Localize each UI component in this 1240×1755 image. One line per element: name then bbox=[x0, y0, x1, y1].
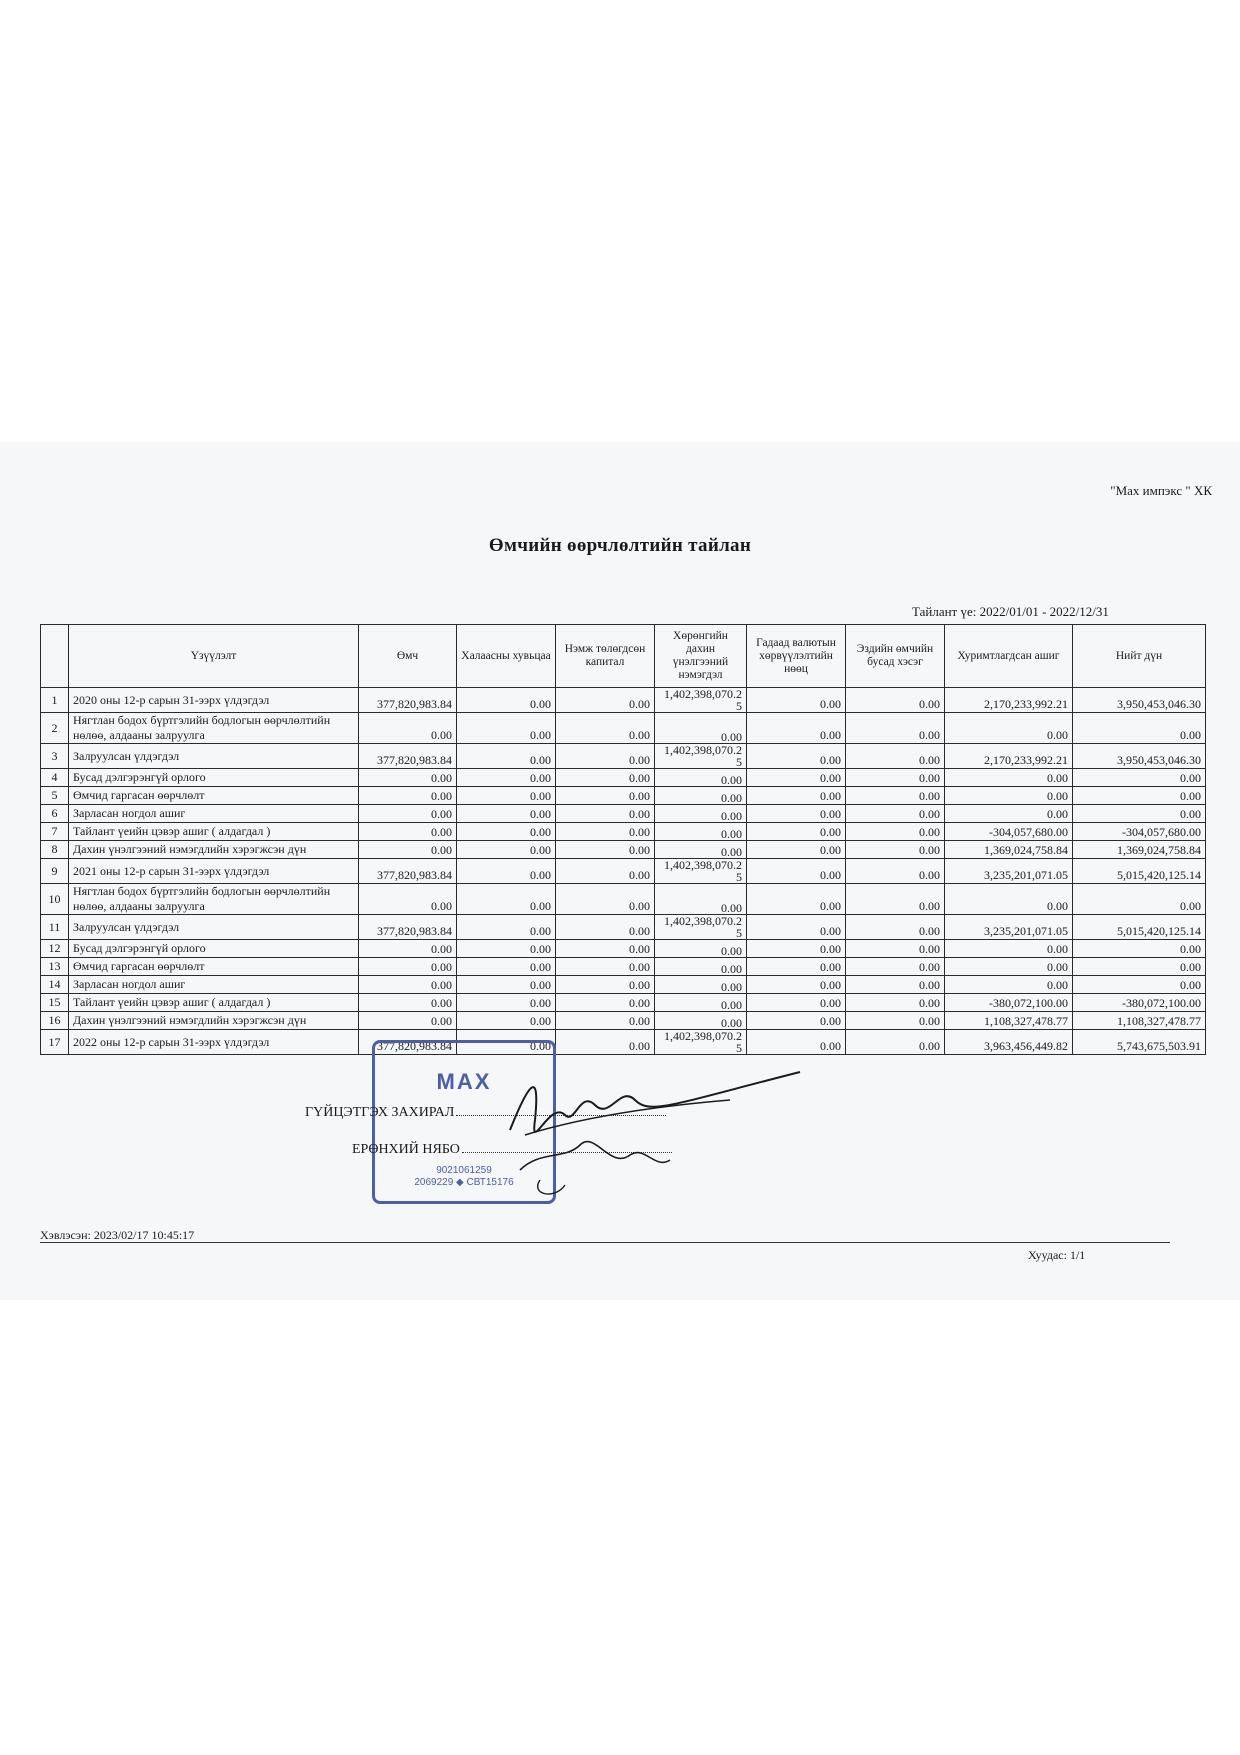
row-number: 4 bbox=[41, 769, 69, 787]
cell-value: 0.00 bbox=[556, 976, 655, 994]
table-row bbox=[41, 823, 1206, 841]
cell-value: 0.00 bbox=[556, 841, 655, 859]
cell-value: 0.00 bbox=[747, 787, 846, 805]
cell-value: 0.00 bbox=[846, 976, 945, 994]
cell-value: 0.00 bbox=[747, 823, 846, 841]
cell-value: 0.00 bbox=[457, 688, 556, 713]
cell-value: 0.00 bbox=[457, 1012, 556, 1030]
row-label: Өмчид гаргасан өөрчлөлт bbox=[69, 958, 359, 976]
cell-value: 0.00 bbox=[846, 769, 945, 787]
cell-value: 0.00 bbox=[846, 958, 945, 976]
cell-value: 1,402,398,070.25 bbox=[655, 688, 747, 713]
cell-value: 0.00 bbox=[655, 769, 747, 787]
seal-registration: 9021061259 2069229 ◆ СВТ15176 bbox=[414, 1165, 514, 1188]
cell-value: 0.00 bbox=[457, 805, 556, 823]
cell-value: 0.00 bbox=[747, 713, 846, 744]
cell-value: 0.00 bbox=[655, 841, 747, 859]
cell-value: 0.00 bbox=[556, 915, 655, 940]
table-row bbox=[41, 940, 1206, 958]
cell-value: 1,108,327,478.77 bbox=[1073, 1012, 1206, 1030]
row-number: 17 bbox=[41, 1030, 69, 1055]
cell-value: 0.00 bbox=[655, 713, 747, 744]
report-title: Өмчийн өөрчлөлтийн тайлан bbox=[488, 535, 752, 556]
cell-value: 0.00 bbox=[556, 713, 655, 744]
cell-value: 0.00 bbox=[747, 769, 846, 787]
cell-value: 0.00 bbox=[556, 859, 655, 884]
table-row bbox=[41, 976, 1206, 994]
cell-value: 0.00 bbox=[359, 976, 457, 994]
cell-value: 3,963,456,449.82 bbox=[945, 1030, 1073, 1055]
row-label: Бусад дэлгэрэнгүй орлого bbox=[69, 769, 359, 787]
cell-value: 0.00 bbox=[457, 884, 556, 915]
cell-value: 0.00 bbox=[457, 841, 556, 859]
cell-value: 1,402,398,070.25 bbox=[655, 915, 747, 940]
equity-changes-table bbox=[40, 624, 1206, 1055]
row-number: 11 bbox=[41, 915, 69, 940]
cell-value: 3,235,201,071.05 bbox=[945, 915, 1073, 940]
cell-value: 0.00 bbox=[457, 958, 556, 976]
row-label: 2022 оны 12-р сарын 31-ээрх үлдэгдэл bbox=[69, 1030, 359, 1055]
cell-value: 0.00 bbox=[655, 787, 747, 805]
cell-value: 1,369,024,758.84 bbox=[1073, 841, 1206, 859]
cell-value: 0.00 bbox=[1073, 769, 1206, 787]
cell-value: 377,820,983.84 bbox=[359, 744, 457, 769]
cell-value: 0.00 bbox=[556, 1012, 655, 1030]
cell-value: 0.00 bbox=[846, 805, 945, 823]
cell-value: 0.00 bbox=[457, 859, 556, 884]
cell-value: 0.00 bbox=[556, 769, 655, 787]
table-row bbox=[41, 805, 1206, 823]
column-header-2: Өмч bbox=[359, 625, 457, 688]
cell-value: 0.00 bbox=[1073, 805, 1206, 823]
table-row bbox=[41, 1030, 1206, 1055]
cell-value: 0.00 bbox=[556, 688, 655, 713]
cell-value: 5,015,420,125.14 bbox=[1073, 915, 1206, 940]
cell-value: 0.00 bbox=[457, 994, 556, 1012]
table-header-row bbox=[41, 625, 1206, 688]
cell-value: 0.00 bbox=[945, 976, 1073, 994]
cell-value: 2,170,233,992.21 bbox=[945, 744, 1073, 769]
cell-value: 0.00 bbox=[747, 805, 846, 823]
printed-timestamp: Хэвлэсэн: 2023/02/17 10:45:17 bbox=[40, 1228, 195, 1242]
cell-value: 0.00 bbox=[359, 841, 457, 859]
cell-value: 0.00 bbox=[457, 769, 556, 787]
row-label: Нягтлан бодох бүртгэлийн бодлогын өөрчлөлтийн нөлөө, алдааны залруулга bbox=[69, 713, 359, 744]
column-header-6: Гадаад валютын хөрвүүлэлтийн нөөц bbox=[747, 625, 846, 688]
cell-value: 0.00 bbox=[747, 940, 846, 958]
cell-value: 1,402,398,070.25 bbox=[655, 744, 747, 769]
row-number: 15 bbox=[41, 994, 69, 1012]
row-number: 1 bbox=[41, 688, 69, 713]
cell-value: 0.00 bbox=[655, 805, 747, 823]
cell-value: 0.00 bbox=[747, 1030, 846, 1055]
row-number: 14 bbox=[41, 976, 69, 994]
row-label: Бусад дэлгэрэнгүй орлого bbox=[69, 940, 359, 958]
table-row bbox=[41, 958, 1206, 976]
table-row bbox=[41, 859, 1206, 884]
cell-value: 0.00 bbox=[655, 940, 747, 958]
table-row bbox=[41, 994, 1206, 1012]
report-period: Тайлант үе: 2022/01/01 - 2022/12/31 bbox=[912, 604, 1109, 619]
row-label: Залруулсан үлдэгдэл bbox=[69, 744, 359, 769]
cell-value: 0.00 bbox=[359, 787, 457, 805]
cell-value: 0.00 bbox=[1073, 958, 1206, 976]
cell-value: 1,369,024,758.84 bbox=[945, 841, 1073, 859]
row-label: Тайлант үеийн цэвэр ашиг ( алдагдал ) bbox=[69, 823, 359, 841]
cell-value: 0.00 bbox=[945, 787, 1073, 805]
table-row bbox=[41, 1012, 1206, 1030]
row-number: 12 bbox=[41, 940, 69, 958]
cell-value: 0.00 bbox=[359, 805, 457, 823]
cell-value: 0.00 bbox=[747, 1012, 846, 1030]
cell-value: 0.00 bbox=[747, 994, 846, 1012]
cell-value: 0.00 bbox=[655, 884, 747, 915]
cell-value: 3,950,453,046.30 bbox=[1073, 688, 1206, 713]
cell-value: 0.00 bbox=[655, 976, 747, 994]
handwritten-signature bbox=[470, 1060, 830, 1200]
column-header-3: Халаасны хувьцаа bbox=[457, 625, 556, 688]
cell-value: -380,072,100.00 bbox=[945, 994, 1073, 1012]
row-number: 13 bbox=[41, 958, 69, 976]
row-number: 9 bbox=[41, 859, 69, 884]
row-number: 10 bbox=[41, 884, 69, 915]
cell-value: 0.00 bbox=[457, 976, 556, 994]
row-label: Залруулсан үлдэгдэл bbox=[69, 915, 359, 940]
cell-value: 0.00 bbox=[1073, 940, 1206, 958]
cell-value: 1,402,398,070.25 bbox=[655, 1030, 747, 1055]
cell-value: 377,820,983.84 bbox=[359, 915, 457, 940]
cell-value: 0.00 bbox=[846, 1012, 945, 1030]
column-header-9: Нийт дүн bbox=[1073, 625, 1206, 688]
cell-value: 3,950,453,046.30 bbox=[1073, 744, 1206, 769]
cell-value: 0.00 bbox=[747, 841, 846, 859]
table-row bbox=[41, 841, 1206, 859]
row-label: Дахин үнэлгээний нэмэгдлийн хэрэгжсэн дүн bbox=[69, 841, 359, 859]
column-header-5: Хөрөнгийн дахин үнэлгээний нэмэгдэл bbox=[655, 625, 747, 688]
cell-value: 0.00 bbox=[846, 823, 945, 841]
cell-value: 0.00 bbox=[556, 1030, 655, 1055]
row-label: Зарласан ногдол ашиг bbox=[69, 976, 359, 994]
cell-value: 0.00 bbox=[747, 688, 846, 713]
cell-value: 0.00 bbox=[846, 940, 945, 958]
row-number: 6 bbox=[41, 805, 69, 823]
cell-value: 0.00 bbox=[846, 859, 945, 884]
company-name: "Мах импэкс " ХК bbox=[1110, 483, 1212, 498]
cell-value: 0.00 bbox=[1073, 713, 1206, 744]
cell-value: 5,015,420,125.14 bbox=[1073, 859, 1206, 884]
cell-value: 0.00 bbox=[1073, 976, 1206, 994]
row-number: 2 bbox=[41, 713, 69, 744]
cell-value: 1,402,398,070.25 bbox=[655, 859, 747, 884]
cell-value: 1,108,327,478.77 bbox=[945, 1012, 1073, 1030]
row-number: 3 bbox=[41, 744, 69, 769]
row-label: Дахин үнэлгээний нэмэгдлийн хэрэгжсэн дүн bbox=[69, 1012, 359, 1030]
cell-value: 0.00 bbox=[556, 958, 655, 976]
cell-value: 0.00 bbox=[846, 688, 945, 713]
row-label: Өмчид гаргасан өөрчлөлт bbox=[69, 787, 359, 805]
cell-value: 0.00 bbox=[747, 976, 846, 994]
table-row bbox=[41, 884, 1206, 915]
row-label: Тайлант үеийн цэвэр ашиг ( алдагдал ) bbox=[69, 994, 359, 1012]
cell-value: 0.00 bbox=[846, 915, 945, 940]
row-label: 2020 оны 12-р сарын 31-ээрх үлдэгдэл bbox=[69, 688, 359, 713]
cell-value: 0.00 bbox=[556, 823, 655, 841]
cell-value: 0.00 bbox=[846, 1030, 945, 1055]
row-number: 8 bbox=[41, 841, 69, 859]
table-row bbox=[41, 713, 1206, 744]
table-row bbox=[41, 787, 1206, 805]
cell-value: 0.00 bbox=[1073, 884, 1206, 915]
cell-value: 0.00 bbox=[556, 994, 655, 1012]
cell-value: 0.00 bbox=[846, 713, 945, 744]
cell-value: 0.00 bbox=[655, 994, 747, 1012]
column-header-1: Үзүүлэлт bbox=[69, 625, 359, 688]
table-row bbox=[41, 688, 1206, 713]
cell-value: 0.00 bbox=[945, 805, 1073, 823]
cell-value: 0.00 bbox=[457, 940, 556, 958]
column-header-8: Хуримтлагдсан ашиг bbox=[945, 625, 1073, 688]
cell-value: 0.00 bbox=[556, 940, 655, 958]
table-body bbox=[41, 688, 1206, 1055]
cell-value: 0.00 bbox=[457, 787, 556, 805]
table-row bbox=[41, 769, 1206, 787]
cell-value: 377,820,983.84 bbox=[359, 688, 457, 713]
row-label: 2021 оны 12-р сарын 31-ээрх үлдэгдэл bbox=[69, 859, 359, 884]
cell-value: 0.00 bbox=[359, 713, 457, 744]
cell-value: 0.00 bbox=[747, 915, 846, 940]
cell-value: 0.00 bbox=[359, 884, 457, 915]
table-row bbox=[41, 744, 1206, 769]
cell-value: 2,170,233,992.21 bbox=[945, 688, 1073, 713]
cell-value: 0.00 bbox=[846, 884, 945, 915]
cell-value: 0.00 bbox=[655, 823, 747, 841]
cell-value: 0.00 bbox=[359, 958, 457, 976]
cell-value: 0.00 bbox=[359, 994, 457, 1012]
cell-value: 0.00 bbox=[1073, 787, 1206, 805]
column-header-4: Нэмж төлөгдсөн капитал bbox=[556, 625, 655, 688]
cell-value: 0.00 bbox=[359, 1012, 457, 1030]
cell-value: 0.00 bbox=[747, 744, 846, 769]
cell-value: 0.00 bbox=[457, 915, 556, 940]
cell-value: 0.00 bbox=[747, 884, 846, 915]
cell-value: -304,057,680.00 bbox=[1073, 823, 1206, 841]
column-header-0 bbox=[41, 625, 69, 688]
cell-value: 0.00 bbox=[846, 994, 945, 1012]
column-header-7: Эздийн өмчийн бусад хэсэг bbox=[846, 625, 945, 688]
cell-value: 0.00 bbox=[747, 958, 846, 976]
cell-value: 0.00 bbox=[556, 744, 655, 769]
cell-value: 0.00 bbox=[655, 958, 747, 976]
row-number: 16 bbox=[41, 1012, 69, 1030]
row-number: 5 bbox=[41, 787, 69, 805]
cell-value: 5,743,675,503.91 bbox=[1073, 1030, 1206, 1055]
cell-value: 0.00 bbox=[945, 884, 1073, 915]
cell-value: 0.00 bbox=[359, 823, 457, 841]
page-number: Хуудас: 1/1 bbox=[1028, 1248, 1086, 1262]
cell-value: 0.00 bbox=[457, 713, 556, 744]
cell-value: 0.00 bbox=[945, 958, 1073, 976]
accountant-label: ЕРӨНХИЙ НЯБО bbox=[352, 1142, 460, 1157]
cell-value: 0.00 bbox=[457, 823, 556, 841]
cell-value: -380,072,100.00 bbox=[1073, 994, 1206, 1012]
cell-value: 0.00 bbox=[655, 1012, 747, 1030]
seal-logo: МАХ bbox=[436, 1069, 492, 1094]
cell-value: 0.00 bbox=[945, 940, 1073, 958]
cell-value: 0.00 bbox=[457, 1030, 556, 1055]
cell-value: 0.00 bbox=[556, 787, 655, 805]
cell-value: 0.00 bbox=[556, 884, 655, 915]
director-label: ГҮЙЦЭТГЭХ ЗАХИРАЛ bbox=[305, 1105, 455, 1120]
cell-value: 0.00 bbox=[846, 744, 945, 769]
cell-value: -304,057,680.00 bbox=[945, 823, 1073, 841]
cell-value: 0.00 bbox=[359, 769, 457, 787]
cell-value: 377,820,983.84 bbox=[359, 1030, 457, 1055]
cell-value: 0.00 bbox=[747, 859, 846, 884]
cell-value: 0.00 bbox=[846, 841, 945, 859]
row-number: 7 bbox=[41, 823, 69, 841]
cell-value: 0.00 bbox=[945, 769, 1073, 787]
cell-value: 0.00 bbox=[457, 744, 556, 769]
row-label: Зарласан ногдол ашиг bbox=[69, 805, 359, 823]
table-row bbox=[41, 915, 1206, 940]
cell-value: 0.00 bbox=[846, 787, 945, 805]
cell-value: 377,820,983.84 bbox=[359, 859, 457, 884]
row-label: Нягтлан бодох бүртгэлийн бодлогын өөрчлөлтийн нөлөө, алдааны залруулга bbox=[69, 884, 359, 915]
cell-value: 0.00 bbox=[359, 940, 457, 958]
cell-value: 0.00 bbox=[945, 713, 1073, 744]
cell-value: 0.00 bbox=[556, 805, 655, 823]
footer-divider bbox=[40, 1242, 1170, 1243]
cell-value: 3,235,201,071.05 bbox=[945, 859, 1073, 884]
